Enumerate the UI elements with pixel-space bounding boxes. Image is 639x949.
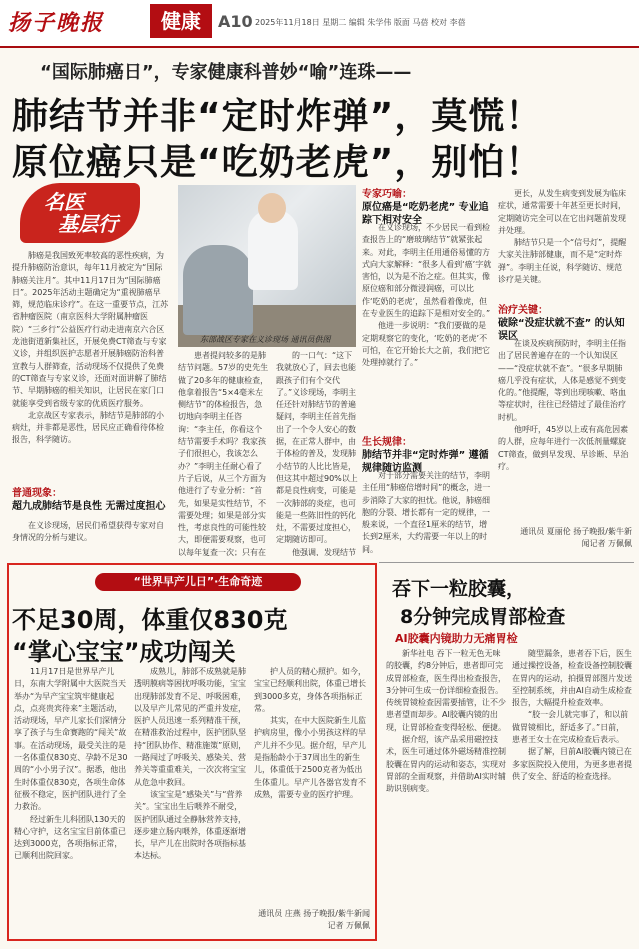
story-headline-line2: “掌心宝宝”成功闯关 [12,638,236,666]
capsule-headline-line2: 8分钟完成胃部检查 [400,606,566,628]
top-column-1-end [12,520,170,556]
story-headline-line1: 不足30周，体重仅830克 [12,606,288,634]
top-subhead-1 [12,487,170,513]
top-headline-line1: 肺结节并非“定时炸弹”，莫慌！ [12,96,543,137]
story-column-2 [134,666,248,934]
story-column-3 [254,666,370,904]
paragraph: 更长，从发生病变到发展为临床症状，通常需要十年甚至更长时间，定期随访完全可以在它出问题前发现并处理。 [498,189,626,235]
top-column-4 [362,222,492,432]
badge-line1: 名医 [44,190,84,214]
paragraph: 患者提问较多的是肺结节问题。57岁的史先生做了20多年的健康检查，他拿着报告“5×4毫米左侧结节”的体检报告，急切地向李明主任咨询：“李主任，你看这个结节需要手术吗？我家孩子们很担心，我该怎么办？”李明主任耐心看了片子后说，从三个方面为他进行了专业分析：“首先，如果是实性结节，不需要处理；如果是部分实性，考虑良性的可能性较大，即便需要观察，也可以每年复查一次；只有在 [178,351,269,556]
page-meta: 2025年11月18日 星期二 编辑 朱学伟 版面 马蓓 校对 李蓓 [255,18,466,27]
top-headline-line2: 原位癌只是“吃奶老虎”，别怕！ [12,142,543,183]
divider [379,562,634,563]
top-column-2 [178,350,270,556]
paragraph: 护人员的精心照护。如今，宝宝已经顺利出院，体重已增长到3000多克，身体各项指标正常。 [254,667,366,713]
capsule-column-2 [512,648,632,938]
subhead-label: 专家巧喻： [362,189,412,200]
top-column-3 [276,350,358,556]
top-column-5 [498,188,630,300]
capsule-subhead: AI胶囊内镜助力无痛胃检 [395,632,518,645]
subhead-text: 肺结节并非“定时炸弹” 遵循规律随访监测 [362,450,489,474]
top-kicker: “国际肺癌日”，专家健康科普妙“喻”连珠—— [40,62,412,83]
subhead-text: 超九成肺结节是良性 无需过度担心 [12,501,166,512]
capsule-headline-line1: 吞下一粒胶囊， [392,578,526,600]
subhead-label: 普通现象： [12,488,62,499]
photo-caption: 东部战区专家在义诊现场 通讯员供图 [200,335,331,344]
paragraph: 据介绍，该产品采用磁控技术，医生可通过体外磁场精准控制胶囊在胃内的运动和姿态，实现对胃部的全面观察，并借助AI实时辅助识别病变。 [386,735,506,794]
clinic-photo [178,185,356,347]
paragraph: 在义诊现场，居民们希望获得专家对自身情况的分析与建议。 [12,521,164,543]
paragraph: 新华社电 吞下一粒无色无味的胶囊，约8分钟后，患者即可完成胃部检查，医生得出检查报告，3分钟可生成一份详细检查报告。传统胃镜检查因需要插管，让不少患者望而却步。AI胶囊内镜的出现，让胃部检查变得轻松、便捷。 [386,649,506,732]
paragraph: 随型漏条，患者吞下后，医生通过操控设备，检查设备控制胶囊在胃内的运动，拍摄胃部图片发送至控制系统，并由AI自动生成检查报告，大幅提升检查效率。 [512,649,632,708]
paragraph: 北京战区专家表示，肺结节是肺部的小病灶，并非都是恶性，居民应正确看待体检报告，科学随访。 [12,410,164,445]
story-byline: 通讯员 庄燕 扬子晚报/紫牛新闻记者 万佩佩 [258,909,370,931]
story-column-1 [14,666,128,934]
top-column-5-end [498,338,630,524]
newspaper-logo: 扬子晚报 [8,10,105,36]
paragraph: 据了解，目前AI胶囊内镜已在多家医院投入使用，为更多患者提供了安全、舒适的检查选择。 [512,747,632,781]
paragraph: 11月17日是世界早产儿日，东南大学附属中大医院当天举办“为早产宝宝筑牢健康起点，点亮贵宾待来”主题活动，活动现场，早产儿家长们深情分享了孩子与生命赛跑的“闯关”故事。在活动现场，最受关注的是一名体重仅830克、孕龄不足30周的“小小男子汉”。据悉，他出生时体重仅830克，各项生命体征极不稳定，医护团队进行了全力救治。 [14,667,128,812]
paragraph: 的一口气：“这下我就放心了，回去也能跟孩子们有个交代了。”义诊现场，李明主任还针对肺结节的普遍疑问，李明主任首先指出了一个令人安心的数据，在正常人群中，由于体检的普及，发现肺小结节的人比比皆是，但这其中超过90%以上都是良性病变，可能是一次肺部的炎症，也可能是一些陈旧性的钙化灶，不需要过度担心，定期随访即可。 [276,351,358,545]
top-column-4-end [362,470,492,556]
badge-line2: 基层行 [58,212,118,236]
top-byline: 通讯员 夏丽伦 扬子晚报/紫牛新闻记者 万佩佩 [520,527,632,549]
subhead-label: 生长规律： [362,437,412,448]
column-badge [20,183,140,243]
paragraph: 在谈及疾病预防时，李明主任指出了居民普遍存在的一个认知误区——“没症状就不查”。“很多早期肺癌几乎没有症状，人体是感觉不到变化的。”他提醒，等到出现咳嗽、咯血等症状时，往往已经错过了最佳治疗时机。 [498,339,627,422]
paragraph: “胶一会儿就完事了，和以前做胃镜相比，舒适多了。”日前，患者王女士在完成检查后表示。 [512,710,629,745]
page-number: A10 [218,12,253,31]
top-column-1 [12,250,170,500]
paragraph: 该宝宝是“感染关”与“营养关”。宝宝出生后喂养不耐受，医护团队通过全静脉营养支持，逐步建立肠内喂养，体重逐渐增长，早产儿在出院时各项指标基本达标。 [134,789,246,861]
paragraph: 他强调，发现结节 [292,547,356,556]
subhead-text: 破除“没症状就不查” 的认知误区 [498,318,625,342]
story-tag: “世界早产儿日”·生命奇迹 [95,573,301,591]
subhead-text: 原位癌是“吃奶老虎” 专业追踪下相对安全 [362,202,489,226]
paragraph: 在义诊现场，不少居民一看到检查报告上的“磨玻璃结节”就紧张起来。对此，李明主任用通俗易懂的方式向大家解释：“很多人看到‘癌’字就害怕，以为是不治之症。但其实，像原位癌和部分微浸润癌，可以比作‘吃奶的老虎’，虽然看着像虎，但在专业医生的追踪下是相对安全的。” [362,223,492,319]
paragraph: 其实，在中大医院新生儿监护病房里，像小小男孩这样的早产儿并不少见。据介绍，早产儿是指胎龄小于37周出生的新生儿，体重低于2500克者为低出生体重儿。早产儿各器官发育不成熟，需要专业的医疗护理。 [254,716,366,799]
section-tag: 健康 [150,4,212,38]
subhead-label: 治疗关键： [498,305,548,316]
paragraph: 对于部分需要关注的结节，李明主任用“肺癌倍增时间”的概念，进一步消除了大家的担忧。他说，肺癌细胞的分裂、增长都有一定的规律，一般来说，一个直径1厘米的结节，增长到2厘米，大约需要一年以上的时间。 [362,471,491,554]
paragraph: 经过新生儿科团队130天的精心守护，这名宝宝目前体重已达到3000克，各项指标正常，已顺利出院回家。 [14,814,126,861]
paragraph: 成熟儿，肺部不成熟就是肺透明膜病等困扰呼吸功能，宝宝出现肺部发育不足、呼吸困难，以及早产儿常见的严重并发症，医护人员迅速一系列精准干预，在精准救治过程中，医护团队坚持“团队协作、精准施策”原则，一路闯过了呼吸关、感染关、营养关等重重难关，一次次将宝宝从危急中救回。 [134,667,247,787]
paragraph: 肺癌是我国致死率较高的恶性疾病，为提升肺癌防治意识，每年11月被定为“国际肺癌关注月”。其中11月17日为“国际肺癌日”。2025年活动主题确定为“重视肺癌早筛，规范临床诊疗”。在这一重要节点，江苏省肿瘤医院（南京医科大学附属肿瘤医院）“三乡行”公益医疗行动走进南京六合区龙池街道新集社区，开展免费CT筛查与专家义诊，并组织医护志愿者开展肺癌防治科普宣教与人群筛查，活动现场不仅提供了免费的CT筛查与专家义诊，还面对面讲解了肺结节、早期肺癌的相关知识，让居民在家门口就能享受到省级专家的优质医疗服务。 [12,251,169,408]
paragraph: 他进一步说明：“我们要做的是定期观察它的变化，‘吃奶的老虎’不可怕，在它开始长大之前，我们把它处理掉就行了。” [362,321,490,368]
paragraph: 肺结节只是一个“信号灯”，提醒大家关注肺部健康，而不是“定时炸弹”。李明主任说，科学随访、规范诊疗是关键。 [498,238,627,285]
paragraph: 他呼吁，45岁以上或有高危因素的人群，应每年进行一次低剂量螺旋CT筛查，做到早发现、早诊断、早治疗。 [498,425,629,471]
capsule-column-1 [386,648,506,938]
